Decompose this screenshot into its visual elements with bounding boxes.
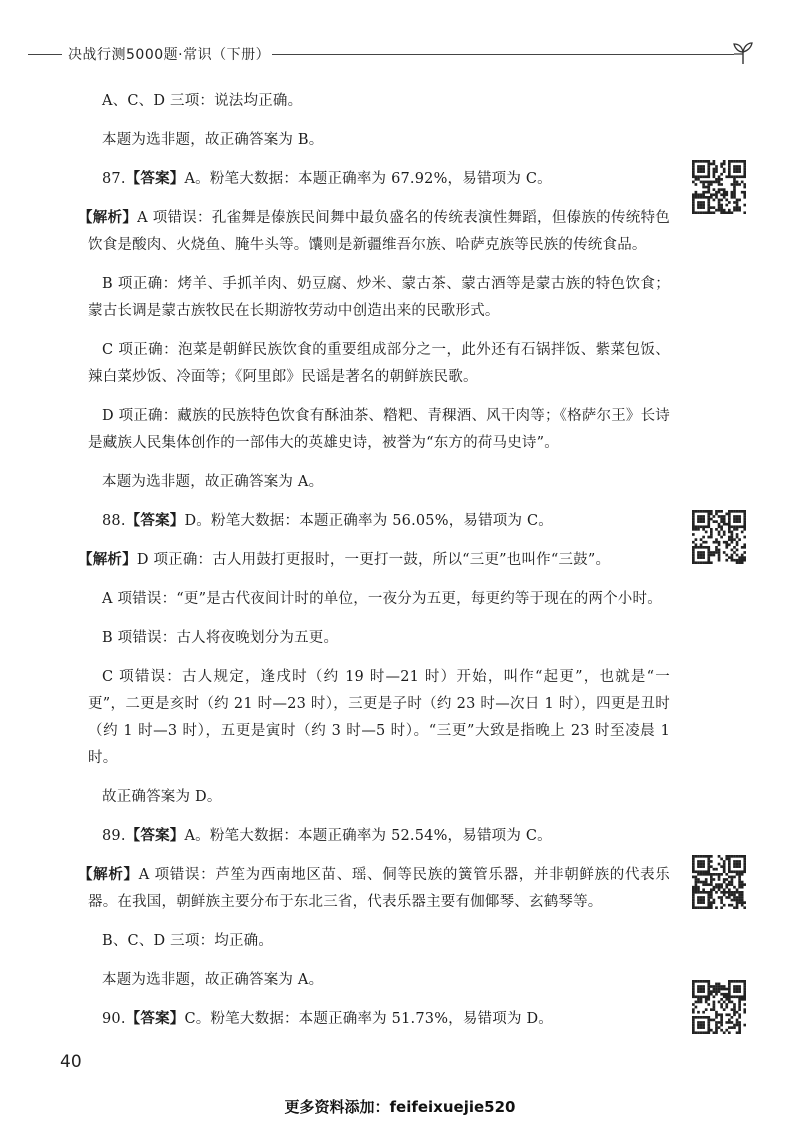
option-b-87: B 项正确：烤羊、手抓羊肉、奶豆腐、炒米、蒙古茶、蒙古酒等是蒙古族的特色饮食；蒙古长调是蒙古族牧民在长期游牧劳动中创造出来的民歌形式。 bbox=[88, 276, 670, 319]
answer-90: 90.【答案】C。粉笔大数据：本题正确率为 51.73%，易错项为 D。 bbox=[102, 1011, 554, 1027]
analysis-87: 【解析】A 项错误：孔雀舞是傣族民间舞中最负盛名的传统表演性舞蹈，但傣族的传统特色饮食是酸肉、火烧鱼、腌牛头等。馕则是新疆维吾尔族、哈萨克族等民族的传统食品。 bbox=[78, 210, 670, 253]
sprout-icon bbox=[730, 40, 756, 70]
option-d-87: D 项正确：藏族的民族特色饮食有酥油茶、糌粑、青稞酒、风干肉等；《格萨尔王》长诗是藏族人民集体创作的一部伟大的英雄史诗，被誉为“东方的荷马史诗”。 bbox=[88, 408, 670, 451]
conclusion-88: 故正确答案为 D。 bbox=[102, 789, 222, 805]
qr-code-icon bbox=[692, 855, 746, 909]
answer-tag: 【答案】 bbox=[125, 828, 185, 844]
conclusion-89: 本题为选非题，故正确答案为 A。 bbox=[102, 972, 324, 988]
answer-tag: 【答案】 bbox=[125, 1011, 185, 1027]
option-bcd-89: B、C、D 三项：均正确。 bbox=[102, 933, 274, 949]
qr-code-icon bbox=[692, 980, 746, 1034]
page-header bbox=[0, 40, 800, 68]
paragraph-acd-correct: A、C、D 三项：说法均正确。 bbox=[102, 93, 303, 109]
header-title: 决战行测5000题·常识（下册） bbox=[68, 47, 271, 63]
answer-89: 89.【答案】A。粉笔大数据：本题正确率为 52.54%，易错项为 C。 bbox=[102, 828, 552, 844]
header-rule-right bbox=[272, 54, 734, 55]
analysis-88: 【解析】D 项正确：古人用鼓打更报时，一更打一鼓，所以“三更”也叫作“三鼓”。 bbox=[78, 552, 611, 568]
paragraph-answer-b: 本题为选非题，故正确答案为 B。 bbox=[102, 132, 324, 148]
option-c-88: C 项错误：古人规定，逢戌时（约 19 时—21 时）开始，叫作“起更”，也就是“一更”，二更是亥时（约 21 时—23 时），三更是子时（约 23 时—次日 1 时），四更是丑时（约 1 时—3 时），五更是寅时（约 3 时—5 时）。“三更”大致是指晚上 23 时至凌晨 1 时。 bbox=[88, 669, 670, 766]
qr-code-87[interactable] bbox=[692, 160, 746, 214]
answer-tag: 【答案】 bbox=[125, 513, 185, 529]
analysis-89: 【解析】A 项错误：芦笙为西南地区苗、瑶、侗等民族的簧管乐器，并非朝鲜族的代表乐器。在我国，朝鲜族主要分布于东北三省，代表乐器主要有伽倻琴、玄鹤琴等。 bbox=[78, 867, 670, 910]
analysis-tag: 【解析】 bbox=[78, 867, 139, 883]
qr-code-icon bbox=[692, 510, 746, 564]
option-b-88: B 项错误：古人将夜晚划分为五更。 bbox=[102, 630, 339, 646]
qr-code-89[interactable] bbox=[692, 855, 746, 909]
page-number: 40 bbox=[60, 1052, 82, 1072]
header-rule-left bbox=[28, 54, 62, 55]
analysis-tag: 【解析】 bbox=[78, 552, 137, 568]
answer-88: 88.【答案】D。粉笔大数据：本题正确率为 56.05%，易错项为 C。 bbox=[102, 513, 554, 529]
option-a-88: A 项错误：“更”是古代夜间计时的单位，一夜分为五更，每更约等于现在的两个小时。 bbox=[102, 591, 662, 607]
qr-code-icon bbox=[692, 160, 746, 214]
qr-code-90[interactable] bbox=[692, 980, 746, 1034]
answer-tag: 【答案】 bbox=[125, 171, 185, 187]
answer-explanations bbox=[78, 88, 670, 1045]
answer-87: 87.【答案】A。粉笔大数据：本题正确率为 67.92%，易错项为 C。 bbox=[102, 171, 552, 187]
analysis-tag: 【解析】 bbox=[78, 210, 138, 226]
option-c-87: C 项正确：泡菜是朝鲜民族饮食的重要组成部分之一，此外还有石锅拌饭、紫菜包饭、辣白菜炒饭、冷面等；《阿里郎》民谣是著名的朝鲜族民歌。 bbox=[88, 342, 670, 385]
conclusion-87: 本题为选非题，故正确答案为 A。 bbox=[102, 474, 324, 490]
qr-code-88[interactable] bbox=[692, 510, 746, 564]
footer-contact: 更多资料添加：feifeixuejie520 bbox=[284, 1098, 516, 1116]
